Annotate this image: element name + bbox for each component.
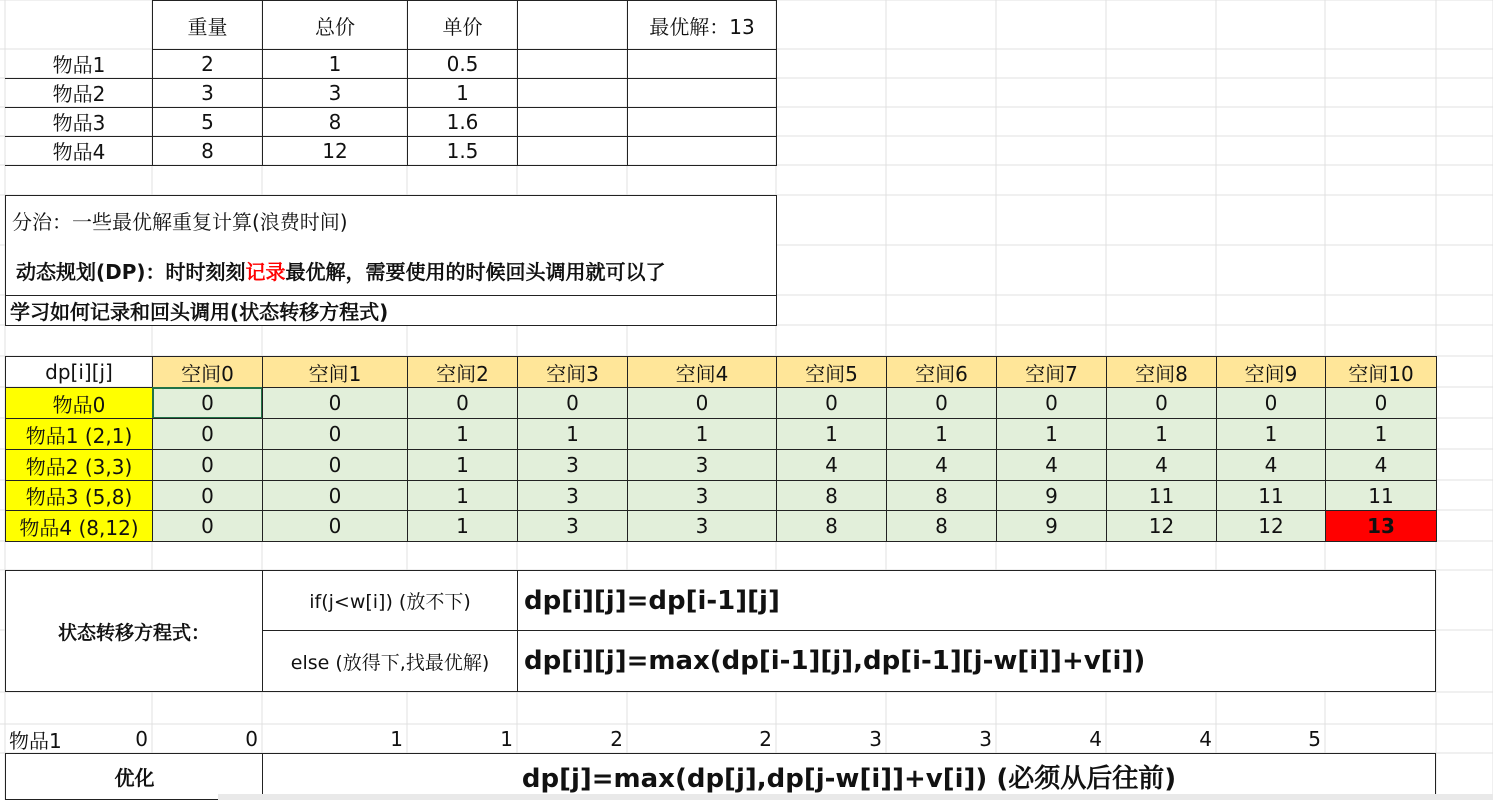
dp-cell[interactable]: 0 — [776, 387, 887, 419]
transition-label: 状态转移方程式： — [5, 570, 263, 692]
item-weight: 5 — [152, 107, 263, 137]
item-empty — [627, 107, 777, 137]
dp-cell[interactable]: 0 — [517, 387, 628, 419]
dp-cell[interactable]: 0 — [1216, 387, 1326, 419]
header-empty — [517, 0, 628, 50]
dp-cell[interactable]: 0 — [262, 510, 408, 542]
item-weight: 8 — [152, 136, 263, 166]
dp-cell[interactable]: 1 — [517, 418, 628, 450]
item-empty — [627, 49, 777, 79]
dp-cell[interactable]: 0 — [996, 387, 1107, 419]
dp-cell[interactable]: 0 — [262, 387, 408, 419]
dp-cell[interactable]: 4 — [1106, 449, 1217, 481]
optimized-formula: dp[j]=max(dp[j],dp[j-w[i]]+v[i]) (必须从后往前) — [262, 753, 1436, 800]
dp-note-suffix: 最优解，需要使用的时候回头调用就可以了 — [285, 260, 666, 284]
header-total: 总价 — [262, 0, 408, 50]
dp-cell[interactable]: 11 — [1325, 480, 1437, 511]
dp-column-header: 空间2 — [407, 356, 518, 388]
dp-cell[interactable]: 4 — [776, 449, 887, 481]
dp-cell[interactable]: 0 — [152, 480, 263, 511]
dp-cell[interactable]: 1 — [1325, 418, 1437, 450]
dp-cell[interactable]: 3 — [517, 510, 628, 542]
dp-column-header: 空间7 — [996, 356, 1107, 388]
item-empty — [517, 107, 628, 137]
dp-cell[interactable]: 12 — [1216, 510, 1326, 542]
dp-cell[interactable]: 3 — [517, 480, 628, 511]
dp-cell[interactable]: 4 — [996, 449, 1107, 481]
dp-cell[interactable]: 0 — [262, 480, 408, 511]
dp-column-header: 空间10 — [1325, 356, 1437, 388]
dp-cell[interactable]: 3 — [627, 510, 777, 542]
item-name: 物品1 — [5, 49, 153, 79]
dp-row-header: 物品2 (3,3) — [5, 449, 153, 481]
dp-column-header: 空间5 — [776, 356, 887, 388]
dp-cell[interactable]: 0 — [262, 418, 408, 450]
item-name: 物品3 — [5, 107, 153, 137]
dp-cell[interactable]: 0 — [152, 449, 263, 481]
dp-cell[interactable]: 1 — [407, 418, 518, 450]
item-unit: 0.5 — [407, 49, 518, 79]
optimized-value: 4 — [1089, 727, 1102, 751]
item-empty — [517, 49, 628, 79]
optimized-value: 1 — [390, 727, 403, 751]
dp-cell[interactable]: 0 — [1106, 387, 1217, 419]
item-unit: 1.6 — [407, 107, 518, 137]
item-empty — [517, 78, 628, 108]
dp-cell[interactable]: 9 — [996, 480, 1107, 511]
dp-column-header: 空间9 — [1216, 356, 1326, 388]
optimized-value: 1 — [500, 727, 513, 751]
divide-conquer-note: 分治：一些最优解重复计算(浪费时间) — [5, 195, 777, 246]
header-unit: 单价 — [407, 0, 518, 50]
formula-cannot-fit: dp[i][j]=dp[i-1][j] — [517, 570, 1436, 631]
optimized-value: 2 — [759, 727, 772, 751]
optimized-row-label: 物品1 — [9, 728, 62, 753]
dp-cell[interactable]: 9 — [996, 510, 1107, 542]
dp-cell[interactable]: 4 — [1216, 449, 1326, 481]
item-empty — [627, 136, 777, 166]
dp-table-corner: dp[i][j] — [5, 356, 153, 388]
optimize-label: 优化 — [5, 753, 263, 800]
condition-cannot-fit: if(j<w[i]) (放不下) — [262, 570, 518, 631]
dp-column-header: 空间1 — [262, 356, 408, 388]
dp-note — [5, 245, 777, 296]
item-total: 8 — [262, 107, 408, 137]
dp-cell[interactable]: 1 — [886, 418, 997, 450]
dp-cell[interactable]: 4 — [886, 449, 997, 481]
optimized-value: 3 — [979, 727, 992, 751]
dp-column-header: 空间0 — [152, 356, 263, 388]
dp-cell[interactable]: 0 — [407, 387, 518, 419]
dp-cell[interactable]: 0 — [152, 418, 263, 450]
dp-cell[interactable]: 3 — [627, 480, 777, 511]
dp-cell[interactable]: 8 — [886, 480, 997, 511]
dp-cell[interactable]: 0 — [627, 387, 777, 419]
optimized-value: 2 — [610, 727, 623, 751]
dp-column-header: 空间3 — [517, 356, 628, 388]
dp-column-header: 空间4 — [627, 356, 777, 388]
dp-cell[interactable]: 0 — [1325, 387, 1437, 419]
dp-best-cell[interactable]: 13 — [1325, 510, 1437, 542]
dp-row-header: 物品3 (5,8) — [5, 480, 153, 511]
header-weight: 重量 — [152, 0, 263, 50]
item-weight: 3 — [152, 78, 263, 108]
dp-note-prefix: 动态规划(DP)：时时刻刻 — [16, 260, 246, 284]
dp-cell[interactable]: 1 — [776, 418, 887, 450]
dp-row-header: 物品4 (8,12) — [5, 510, 153, 542]
dp-cell[interactable]: 3 — [627, 449, 777, 481]
item-unit: 1 — [407, 78, 518, 108]
item-unit: 1.5 — [407, 136, 518, 166]
dp-row-header: 物品0 — [5, 387, 153, 419]
dp-cell[interactable]: 4 — [1325, 449, 1437, 481]
item-total: 1 — [262, 49, 408, 79]
dp-column-header: 空间8 — [1106, 356, 1217, 388]
optimized-value: 3 — [869, 727, 882, 751]
dp-cell[interactable]: 1 — [407, 510, 518, 542]
item-name: 物品4 — [5, 136, 153, 166]
condition-can-fit: else (放得下,找最优解) — [262, 630, 518, 692]
optimized-value: 5 — [1308, 727, 1321, 751]
dp-note-highlight: 记录 — [245, 260, 286, 284]
dp-cell[interactable]: 1 — [407, 449, 518, 481]
dp-cell[interactable]: 0 — [152, 387, 263, 419]
dp-cell[interactable]: 11 — [1106, 480, 1217, 511]
dp-cell[interactable]: 0 — [886, 387, 997, 419]
learn-note: 学习如何记录和回头调用(状态转移方程式) — [5, 295, 777, 326]
dp-column-header: 空间6 — [886, 356, 997, 388]
dp-cell[interactable]: 8 — [776, 480, 887, 511]
item-empty — [517, 136, 628, 166]
dp-cell[interactable]: 1 — [996, 418, 1107, 450]
dp-cell[interactable]: 8 — [886, 510, 997, 542]
optimized-value: 4 — [1199, 727, 1212, 751]
dp-row-header: 物品1 (2,1) — [5, 418, 153, 450]
dp-cell[interactable]: 11 — [1216, 480, 1326, 511]
dp-cell[interactable]: 0 — [152, 510, 263, 542]
dp-cell[interactable]: 1 — [1106, 418, 1217, 450]
dp-cell[interactable]: 1 — [1216, 418, 1326, 450]
dp-cell[interactable]: 12 — [1106, 510, 1217, 542]
optimized-value: 0 — [245, 727, 258, 751]
dp-cell[interactable]: 3 — [517, 449, 628, 481]
item-weight: 2 — [152, 49, 263, 79]
dp-cell[interactable]: 0 — [262, 449, 408, 481]
item-total: 12 — [262, 136, 408, 166]
formula-can-fit: dp[i][j]=max(dp[i-1][j],dp[i-1][j-w[i]]+v[i]) — [517, 630, 1436, 692]
dp-cell[interactable]: 1 — [407, 480, 518, 511]
item-total: 3 — [262, 78, 408, 108]
best-solution-label: 最优解：13 — [627, 0, 777, 50]
horizontal-scrollbar[interactable] — [218, 794, 1493, 800]
item-empty — [627, 78, 777, 108]
dp-cell[interactable]: 1 — [627, 418, 777, 450]
dp-cell[interactable]: 8 — [776, 510, 887, 542]
optimized-value: 0 — [135, 727, 148, 751]
item-name: 物品2 — [5, 78, 153, 108]
